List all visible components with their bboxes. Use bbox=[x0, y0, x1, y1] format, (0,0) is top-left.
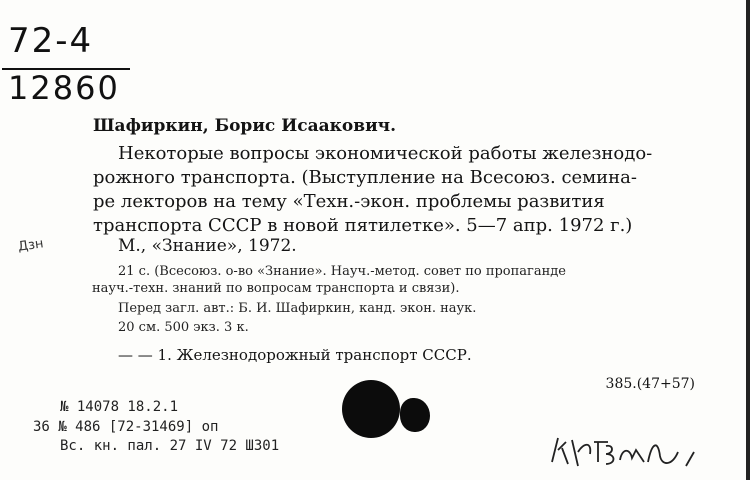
detail-line: 21 с. (Всесоюз. о-во «Знание». Науч.-метод. совет по пропаганде bbox=[118, 264, 566, 279]
author-heading: Шафиркин, Борис Исаакович. bbox=[93, 116, 397, 136]
detail-line: науч.-техн. знаний по вопросам транспорта и связи). bbox=[92, 281, 460, 296]
meta-line: 36 № 486 [72-31469] оп bbox=[33, 419, 219, 435]
publication-info: М., «Знание», 1972. bbox=[118, 236, 297, 256]
subject-heading: — — 1. Железнодорожный транспорт СССР. bbox=[118, 346, 472, 364]
title-line: Некоторые вопросы экономической работы железнодо- bbox=[118, 143, 653, 164]
handwritten-signature bbox=[548, 432, 698, 472]
punch-hole bbox=[342, 380, 400, 438]
classification-number: 385.(47+57) bbox=[605, 376, 695, 392]
meta-line: № 14078 18.2.1 bbox=[60, 399, 179, 415]
title-line: рожного транспорта. (Выступление на Всесоюз. семина- bbox=[93, 167, 637, 188]
detail-line: Перед загл. авт.: Б. И. Шафиркин, канд. экон. наук. bbox=[118, 301, 477, 316]
meta-line: Вс. кн. пал. 27 IV 72 Ш301 bbox=[60, 438, 280, 454]
title-line: транспорта СССР в новой пятилетке». 5—7 апр. 1972 г.) bbox=[93, 215, 633, 236]
handwritten-side-note: Дзн bbox=[17, 236, 45, 255]
title-line: ре лекторов на тему «Техн.-экон. проблемы развития bbox=[93, 191, 605, 212]
shelf-mark-top: 72-4 bbox=[8, 21, 94, 61]
ink-blot bbox=[400, 398, 430, 432]
shelf-mark-bottom: 12860 bbox=[8, 69, 120, 107]
card-edge bbox=[746, 0, 750, 480]
detail-line: 20 см. 500 экз. 3 к. bbox=[118, 320, 249, 335]
